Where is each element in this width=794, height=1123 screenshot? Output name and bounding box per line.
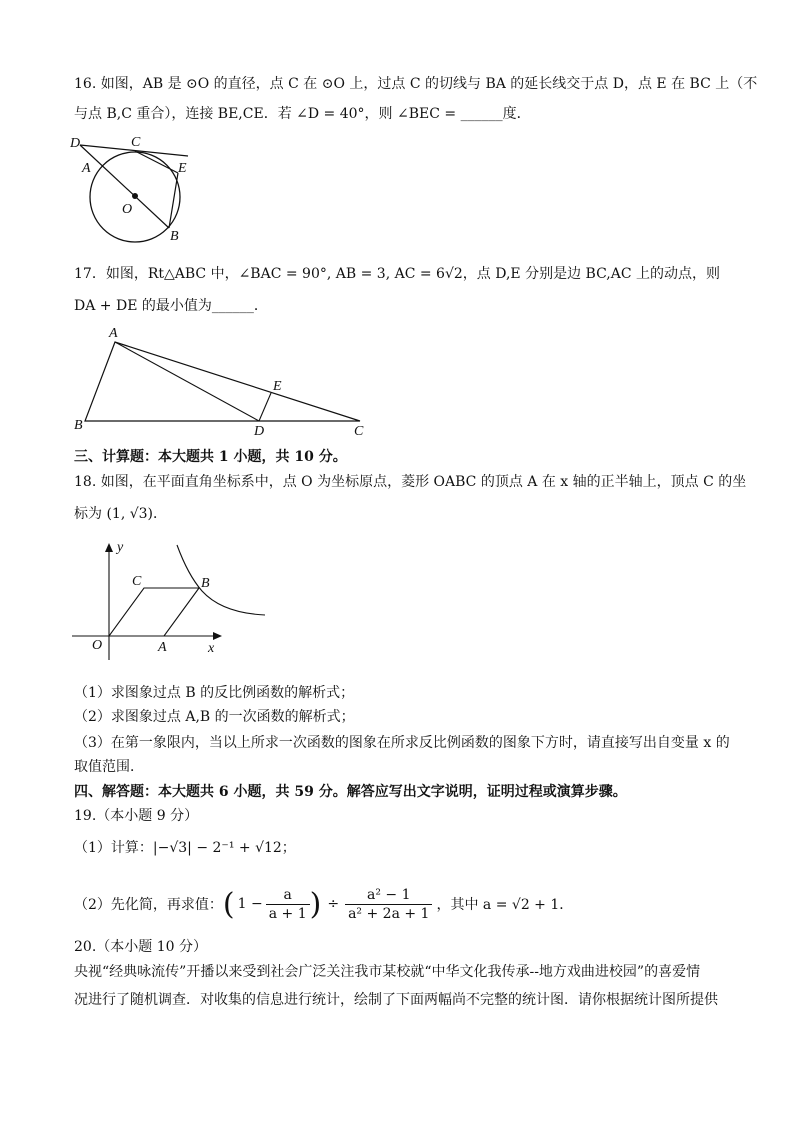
- q20-text-line2: 况进行了随机调查．对收集的信息进行统计，绘制了下面两幅尚不完整的统计图．请你根据统计图所提供: [74, 992, 718, 1008]
- division-sign: ÷: [327, 896, 340, 912]
- triangle-abc: [85, 342, 360, 421]
- q18-sub3-line2: 取值范围．: [74, 759, 144, 775]
- q19-sub2-suffix: ，其中 a = √2 + 1．: [436, 897, 574, 913]
- y-axis-arrow: [105, 543, 113, 552]
- label-b: B: [201, 576, 210, 591]
- label-a: A: [158, 640, 167, 655]
- label-y: y: [117, 540, 124, 555]
- label-c: C: [354, 424, 364, 439]
- segment-de: [259, 393, 271, 421]
- q18-sub2: （2）求图象过点 A,B 的一次函数的解析式；: [74, 709, 355, 725]
- fraction-a-over-a-plus-1: [266, 886, 310, 923]
- right-paren: ): [309, 886, 322, 922]
- label-c: C: [132, 574, 142, 589]
- fraction2-denominator: a² + 2a + 1: [348, 905, 430, 922]
- label-c: C: [131, 135, 141, 150]
- section-3-heading: 三、计算题：本大题共 1 小题，共 10 分。: [74, 449, 347, 465]
- x-axis-arrow: [213, 632, 222, 640]
- q18-text-line1: 18. 如图，在平面直角坐标系中，点 O 为坐标原点，菱形 OABC 的顶点 A 在 x 轴的正半轴上，顶点 C 的坐: [74, 474, 747, 490]
- fraction2-numerator: a² − 1: [345, 886, 432, 905]
- q19-sub1: （1）计算：|−√3| − 2⁻¹ + √12；: [74, 840, 296, 856]
- q16-text-line2: 与点 B,C 重合），连接 BE,CE．若 ∠D = 40°，则 ∠BEC = ______度．: [74, 106, 531, 122]
- q17-triangle-figure: [70, 325, 370, 440]
- q20-text-line1: 央视“经典咏流传”开播以来受到社会广泛关注我市某校就“中华文化我传承--地方戏曲进校园”的喜爱情: [74, 964, 701, 980]
- q17-text-line1: 17．如图，Rt△ABC 中，∠BAC = 90°, AB = 3, AC = 6√2，点 D,E 分别是边 BC,AC 上的动点，则: [74, 266, 721, 282]
- label-d: D: [254, 424, 265, 439]
- q19-sub2-expression: [74, 880, 573, 928]
- q17-text-line2: DA + DE 的最小值为______．: [74, 298, 268, 314]
- left-paren: (: [222, 886, 235, 922]
- q20-header: 20.（本小题 10 分）: [74, 939, 207, 955]
- q18-sub1: （1）求图象过点 B 的反比例函数的解析式；: [74, 685, 355, 701]
- q16-text-line1: 16. 如图，AB 是 ⊙O 的直径，点 C 在 ⊙O 上，过点 C 的切线与 BA 的延长线交于点 D，点 E 在 BC 上（不: [74, 76, 758, 92]
- fraction-a2-minus-1-over-a2-plus-2a-plus-1: [345, 886, 432, 923]
- q18-text-line2: 标为 (1, √3)．: [74, 506, 168, 522]
- fraction1-numerator: a: [266, 886, 310, 905]
- label-a: A: [82, 161, 91, 176]
- one-minus: 1 −: [237, 896, 263, 912]
- q19-header: 19.（本小题 9 分）: [74, 808, 199, 824]
- q18-sub3-line1: （3）在第一象限内，当以上所求一次函数的图象在所求反比例函数的图象下方时，请直接写出自变量 x 的: [74, 735, 730, 751]
- label-b: B: [170, 229, 179, 244]
- label-d: D: [70, 136, 81, 151]
- label-o: O: [122, 202, 133, 217]
- label-o: O: [92, 638, 103, 653]
- hyperbola-curve: [177, 545, 265, 615]
- q16-circle-figure: [70, 130, 200, 245]
- label-a: A: [109, 326, 118, 341]
- rhombus-oabc: [109, 588, 199, 636]
- q18-coordinate-figure: [70, 535, 270, 660]
- label-b: B: [74, 418, 83, 433]
- label-x: x: [208, 641, 215, 656]
- fraction1-denominator: a + 1: [268, 905, 307, 922]
- label-e: E: [273, 379, 282, 394]
- center-point-o: [132, 193, 138, 199]
- q19-sub2-prefix: （2）先化简，再求值：: [74, 897, 223, 913]
- section-4-heading: 四、解答题：本大题共 6 小题，共 59 分。解答应写出文字说明，证明过程或演算步骤。: [74, 784, 627, 800]
- label-e: E: [178, 161, 187, 176]
